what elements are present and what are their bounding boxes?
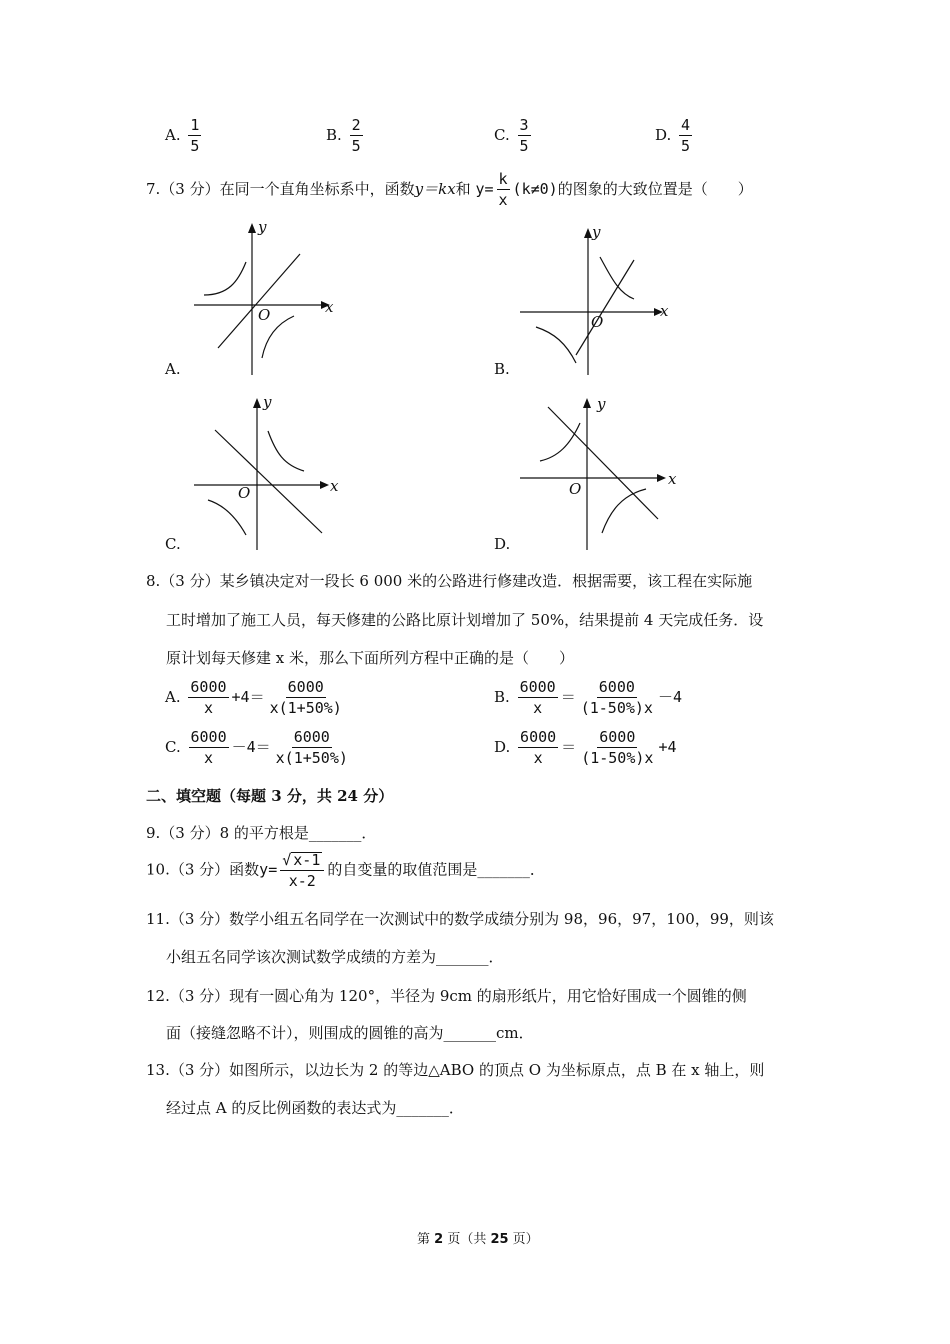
footer-total-pages: 25 — [490, 1232, 509, 1247]
denominator: x — [203, 699, 213, 717]
numerator: 6000 — [519, 678, 556, 696]
sqrt-radicand: x-1 — [293, 851, 321, 869]
fraction — [579, 680, 655, 716]
q7-suffix: 的图象的大致位置是（ ） — [557, 180, 753, 198]
footer-mid: 页（共 — [443, 1232, 491, 1247]
axis-x-label: x — [668, 470, 677, 488]
option-label: B. — [326, 126, 342, 144]
origin-label: O — [569, 480, 582, 498]
numerator: 6000 — [287, 678, 324, 696]
fraction — [188, 680, 228, 716]
fraction — [280, 852, 324, 889]
operator: ＝ — [560, 688, 576, 706]
numerator: 2 — [351, 116, 361, 134]
q8-option-a — [165, 680, 347, 716]
q8-option-b — [494, 680, 682, 716]
graph-c-label: C. — [165, 535, 181, 553]
q6-option-c — [494, 118, 534, 154]
numerator: 6000 — [598, 678, 635, 696]
numerator: 6000 — [190, 728, 227, 746]
fraction — [188, 118, 201, 154]
q7-prefix: 7.（3 分）在同一个直角坐标系中，函数 — [146, 180, 415, 198]
axis-y-label: y — [597, 395, 606, 413]
q8-line2: 工时增加了施工人员，每天修建的公路比原计划增加了 50%，结果提前 4 天完成任务．设 — [166, 611, 764, 629]
denominator: x — [498, 191, 508, 209]
q8-line3: 原计划每天修建 x 米，那么下面所列方程中正确的是（ ） — [166, 649, 574, 667]
q6-option-b — [326, 118, 366, 154]
option-label: B. — [494, 688, 510, 706]
denominator: 5 — [351, 137, 361, 155]
denominator: x — [533, 749, 543, 767]
numerator: 6000 — [599, 728, 636, 746]
axis-y-label: y — [258, 218, 267, 236]
q10-suffix: 的自变量的取值范围是_______． — [327, 860, 545, 879]
q9: 9.（3 分）8 的平方根是_______． — [146, 824, 377, 842]
numerator: 6000 — [520, 728, 557, 746]
footer-page-number: 2 — [434, 1232, 444, 1247]
numerator: 3 — [519, 116, 529, 134]
denominator: (1-50%)x — [580, 699, 653, 717]
q7-cond: (k≠0) — [512, 180, 558, 198]
denominator: 5 — [519, 137, 529, 155]
numerator: 6000 — [293, 728, 330, 746]
fraction — [350, 118, 363, 154]
fraction — [679, 118, 692, 154]
q6-option-a — [165, 118, 204, 154]
q7-y: y= — [475, 180, 494, 198]
q10 — [146, 852, 545, 889]
fraction — [497, 172, 510, 208]
q8-line1: 8.（3 分）某乡镇决定对一段长 6 000 米的公路进行修建改造．根据需要，该工程在实际施 — [146, 572, 753, 590]
origin-label: O — [258, 306, 271, 324]
graph-b-label: B. — [494, 360, 510, 378]
footer-pre: 第 — [417, 1232, 435, 1247]
q12-line2: 面（接缝忽略不计），则围成的圆锥的高为_______cm． — [166, 1024, 534, 1042]
fraction — [518, 118, 531, 154]
fraction — [274, 730, 350, 766]
operator: ＝ — [561, 738, 577, 756]
option-label: D. — [494, 738, 511, 756]
q8-option-d — [494, 730, 677, 766]
q7-stem — [146, 172, 753, 208]
denominator: x — [204, 749, 214, 767]
operator: －4＝ — [231, 738, 271, 756]
page-footer — [417, 1228, 539, 1247]
q13-line1: 13.（3 分）如图所示，以边长为 2 的等边△ABO 的顶点 O 为坐标原点，点 B 在 x 轴上，则 — [146, 1061, 765, 1079]
denominator: (1-50%)x — [581, 749, 654, 767]
origin-label: O — [238, 484, 251, 502]
q11-line1: 11.（3 分）数学小组五名同学在一次测试中的数学成绩分别为 98，96，97，100，99，则该 — [146, 910, 774, 928]
q12-line1: 12.（3 分）现有一圆心角为 120°，半径为 9cm 的扇形纸片，用它恰好围成一个圆锥的侧 — [146, 987, 747, 1005]
graph-c — [190, 395, 340, 555]
q7-and: 和 — [455, 180, 471, 198]
graph-a — [190, 220, 340, 380]
origin-label: O — [591, 313, 604, 331]
fraction — [579, 730, 655, 766]
q13-line2: 经过点 A 的反比例函数的表达式为_______． — [166, 1099, 464, 1117]
denominator: x(1+50%) — [275, 749, 348, 767]
q8-option-c — [165, 730, 353, 766]
axis-x-label: x — [660, 302, 669, 320]
denominator: x-2 — [288, 872, 316, 890]
graph-d — [518, 395, 678, 555]
axis-y-label: y — [592, 223, 601, 241]
q10-prefix: 10.（3 分）函数 — [146, 860, 260, 879]
q10-y: y= — [259, 860, 278, 879]
numerator: k — [498, 170, 508, 188]
graph-d-label: D. — [494, 535, 511, 553]
graph-b — [518, 225, 673, 380]
numerator: 6000 — [190, 678, 227, 696]
axis-x-label: x — [325, 298, 334, 316]
operator: +4＝ — [231, 688, 265, 706]
option-label: A. — [165, 688, 181, 706]
fraction — [189, 730, 229, 766]
option-label: C. — [165, 738, 181, 756]
fraction — [518, 680, 558, 716]
axis-x-label: x — [330, 477, 339, 495]
operator-tail: －4 — [657, 688, 682, 706]
numerator: 1 — [190, 116, 200, 134]
option-label: C. — [494, 126, 510, 144]
denominator: 5 — [190, 137, 200, 155]
operator-tail: +4 — [658, 738, 677, 756]
q6-option-d — [655, 118, 695, 154]
fraction — [268, 680, 344, 716]
fraction — [518, 730, 558, 766]
graph-a-label: A. — [165, 360, 181, 378]
option-label: A. — [165, 126, 181, 144]
footer-post: 页） — [508, 1232, 539, 1247]
q11-line2: 小组五名同学该次测试数学成绩的方差为_______． — [166, 948, 504, 966]
axis-y-label: y — [263, 393, 272, 411]
denominator: 5 — [681, 137, 691, 155]
numerator: √ x-1 — [280, 852, 324, 871]
denominator: x — [533, 699, 543, 717]
numerator: 4 — [681, 116, 691, 134]
section-heading: 二、填空题（每题 3 分，共 24 分） — [146, 787, 394, 805]
q7-fn1: y＝kx — [414, 180, 456, 198]
denominator: x(1+50%) — [269, 699, 342, 717]
option-label: D. — [655, 126, 672, 144]
